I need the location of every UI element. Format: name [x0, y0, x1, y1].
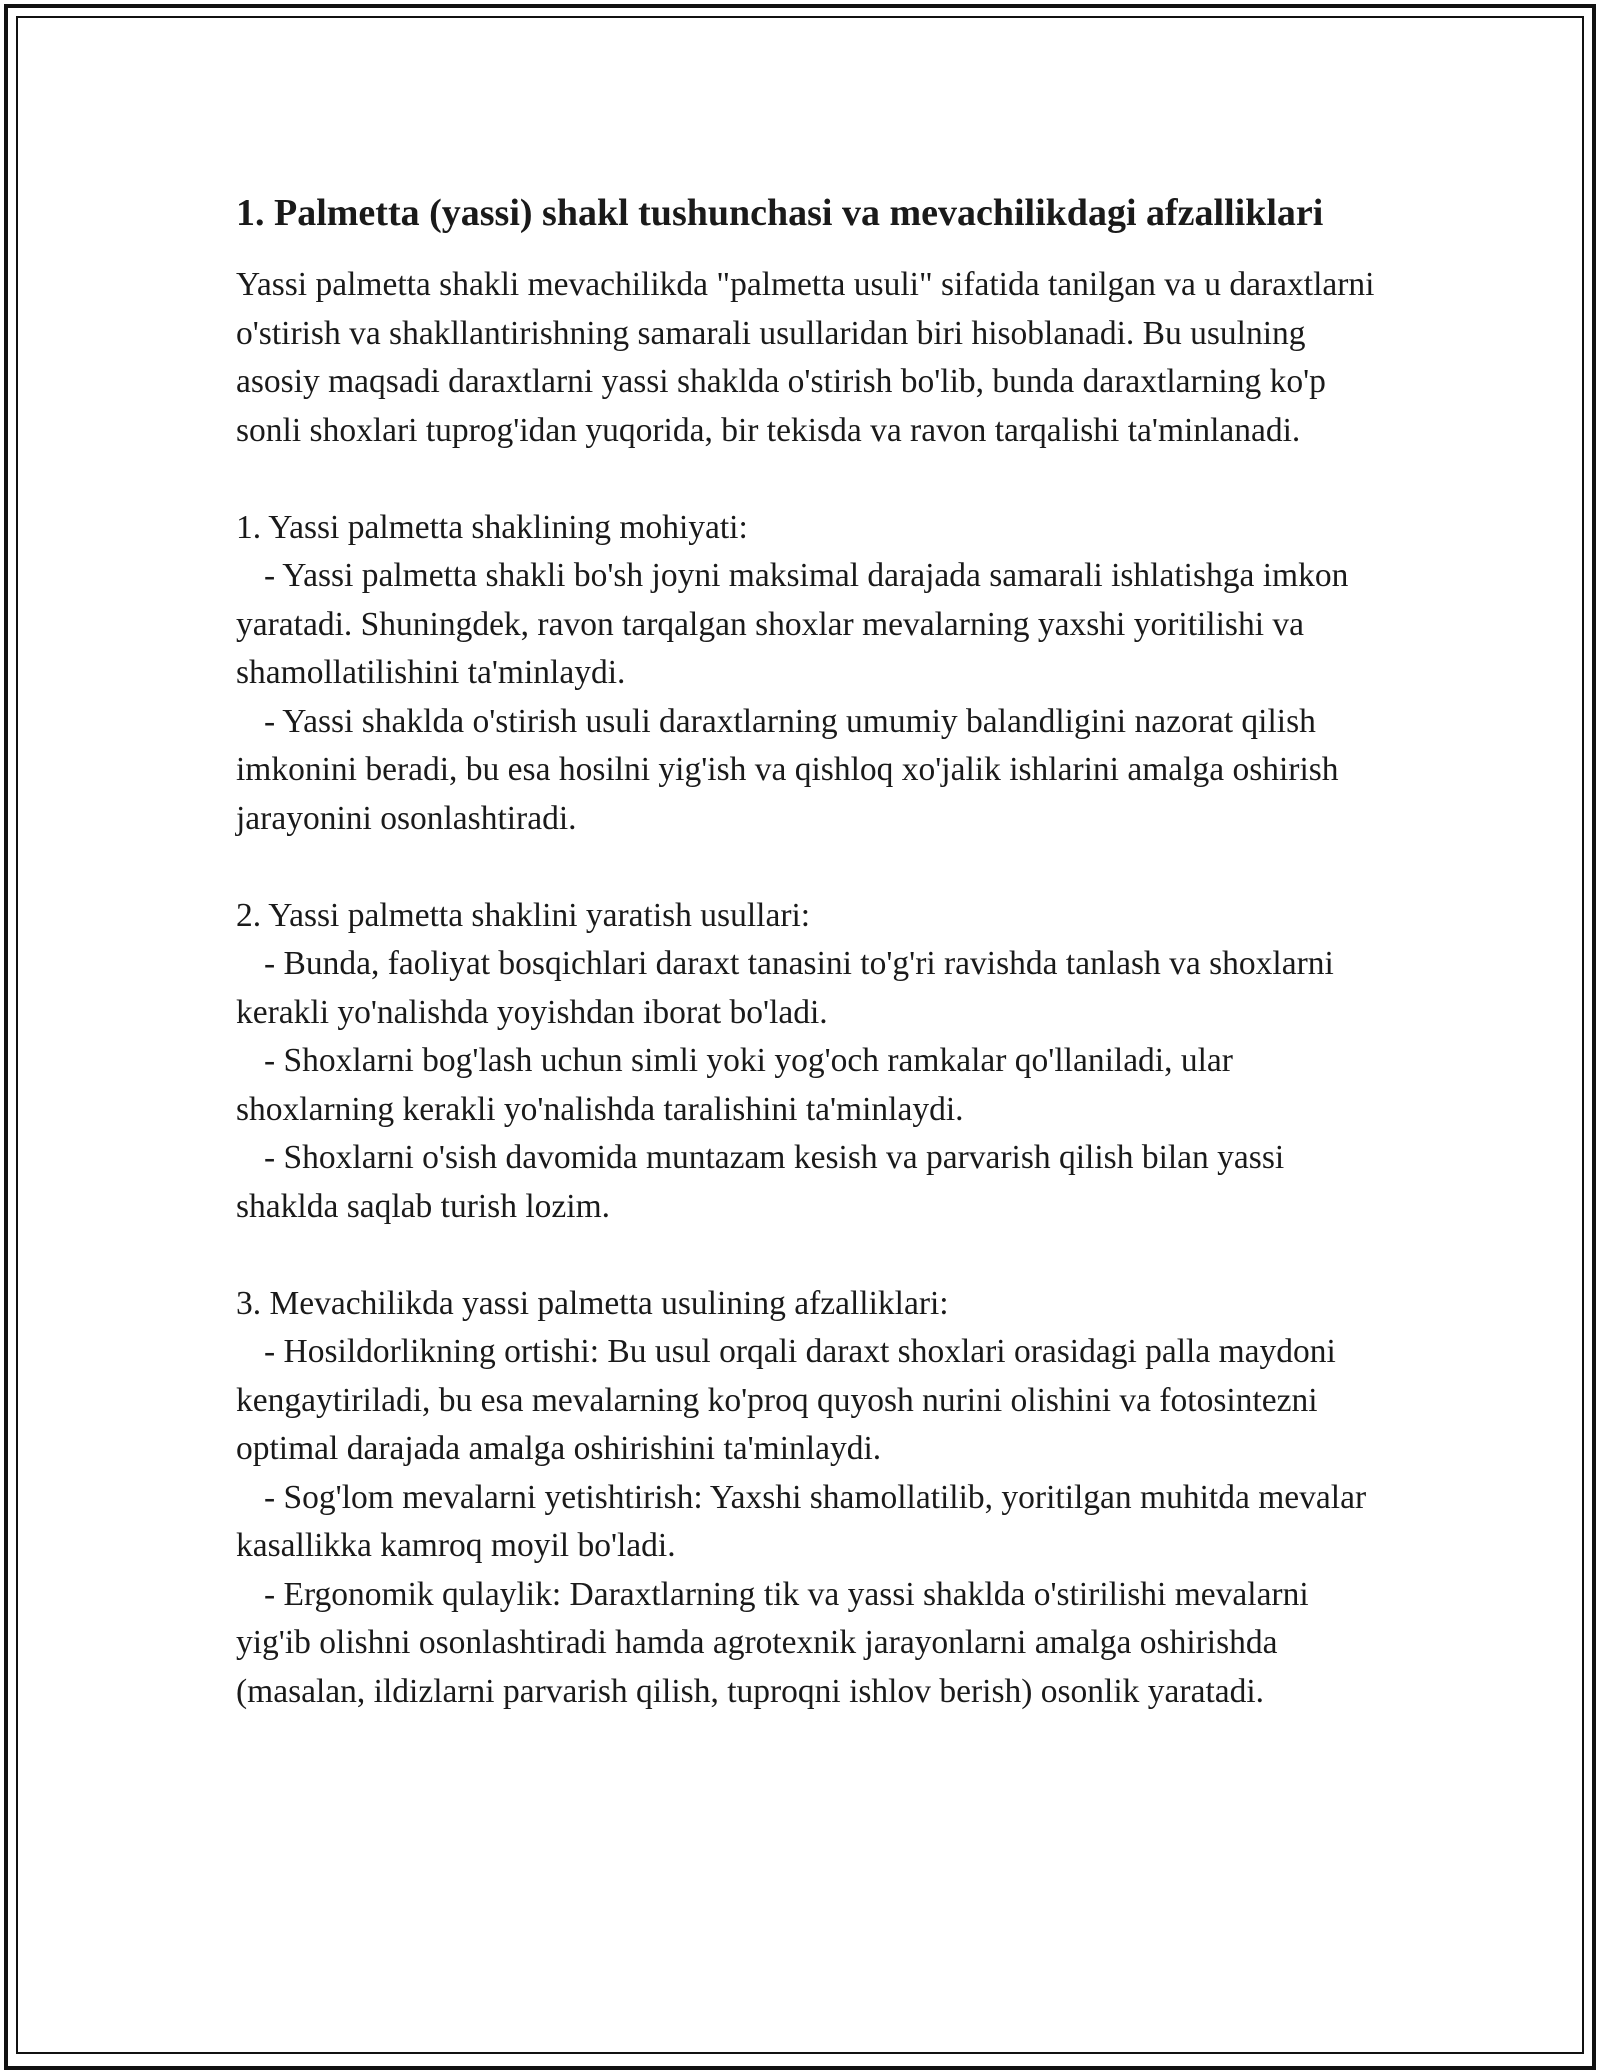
spacer	[236, 1231, 1376, 1280]
list-item: - Bunda, faoliyat bosqichlari daraxt tanasini to'g'ri ravishda tanlash va shoxlarni kerakli yo'nalishda yoyishdan iborat bo'ladi.	[236, 945, 1334, 1031]
list-item: - Hosildorlikning ortishi: Bu usul orqali daraxt shoxlari orasidagi palla maydoni kengaytiriladi, bu esa mevalarning ko'proq quyosh nurini olishini va fotosintezni optimal darajada amalga oshirishini ta'minlaydi.	[236, 1333, 1336, 1467]
section-2	[236, 892, 1376, 1232]
list-item: - Shoxlarni o'sish davomida muntazam kesish va parvarish qilish bilan yassi shaklda saqlab turish lozim.	[236, 1139, 1285, 1225]
document-title: 1. Palmetta (yassi) shakl tushunchasi va mevachilikdagi afzalliklari	[236, 192, 1324, 234]
section-heading: 3. Mevachilikda yassi palmetta usulining afzalliklari:	[236, 1284, 949, 1322]
list-item: - Shoxlarni bog'lash uchun simli yoki yog'och ramkalar qo'llaniladi, ular shoxlarning kerakli yo'nalishda taralishini ta'minlaydi.	[236, 1042, 1233, 1128]
section-3	[236, 1280, 1376, 1717]
section-1	[236, 504, 1376, 844]
section-heading: 2. Yassi palmetta shaklini yaratish usullari:	[236, 896, 811, 934]
list-item: - Ergonomik qulaylik: Daraxtlarning tik va yassi shaklda o'stirilishi mevalarni yig'ib olishni osonlashtiradi hamda agrotexnik jarayonlarni amalga oshirishda (masalan, ildizlarni parvarish qilish, tuproqni ishlov berish) osonlik yaratadi.	[236, 1575, 1309, 1710]
spacer	[236, 843, 1376, 892]
document-body	[236, 186, 1383, 1716]
list-item: - Yassi palmetta shakli bo'sh joyni maksimal darajada samarali ishlatishga imkon yaratadi. Shuningdek, ravon tarqalgan shoxlar mevalarning yaxshi yoritilishi va shamollatilishini ta'minlaydi.	[236, 557, 1349, 691]
list-item: - Sog'lom mevalarni yetishtirish: Yaxshi shamollatilib, yoritilgan muhitda mevalar kasallikka kamroq moyil bo'ladi.	[236, 1478, 1367, 1564]
list-item: - Yassi shaklda o'stirish usuli daraxtlarning umumiy balandligini nazorat qilish imkonini beradi, bu esa hosilni yig'ish va qishloq xo'jalik ishlarini amalga oshirish jarayonini osonlashtiradi.	[236, 702, 1339, 837]
intro-paragraph: Yassi palmetta shakli mevachilikda "palmetta usuli" sifatida tanilgan va u daraxtlarni o'stirish va shakllantirishning samarali usullaridan biri hisoblanadi. Bu usulning asosiy maqsadi daraxtlarni yassi shaklda o'stirish bo'lib, bunda daraxtlarning ko'p sonli shoxlari tuprog'idan yuqorida, bir tekisda va ravon tarqalishi ta'minlanadi.	[236, 266, 1383, 449]
section-heading: 1. Yassi palmetta shaklining mohiyati:	[236, 508, 748, 546]
spacer	[236, 455, 1376, 504]
